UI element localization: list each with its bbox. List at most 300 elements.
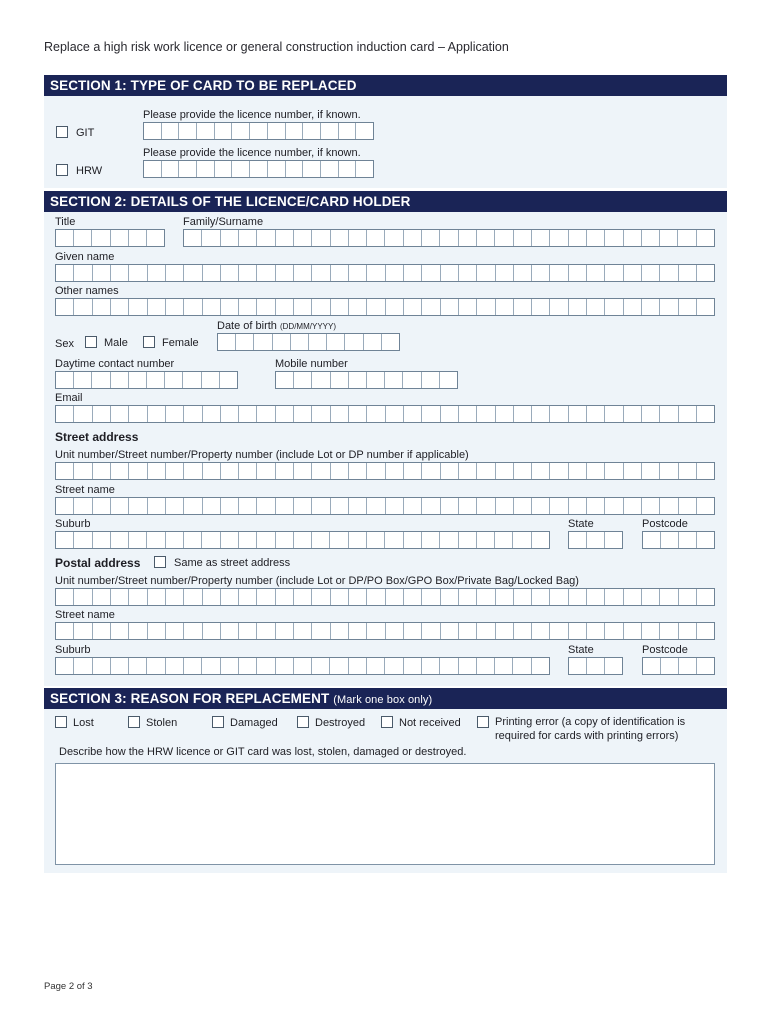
char-cell[interactable] xyxy=(276,265,294,281)
char-cell[interactable] xyxy=(532,498,550,514)
char-cell[interactable] xyxy=(276,406,294,422)
char-cell[interactable] xyxy=(56,463,74,479)
postal-street-name-field[interactable] xyxy=(55,622,715,640)
char-cell[interactable] xyxy=(404,532,422,548)
char-cell[interactable] xyxy=(422,265,440,281)
char-cell[interactable] xyxy=(257,463,275,479)
char-cell[interactable] xyxy=(294,299,312,315)
char-cell[interactable] xyxy=(257,658,275,674)
char-cell[interactable] xyxy=(569,230,587,246)
char-cell[interactable] xyxy=(221,532,239,548)
char-cell[interactable] xyxy=(203,265,221,281)
char-cell[interactable] xyxy=(403,372,421,388)
dob-field[interactable] xyxy=(217,333,400,351)
char-cell[interactable] xyxy=(239,589,257,605)
char-cell[interactable] xyxy=(111,498,129,514)
char-cell[interactable] xyxy=(385,372,403,388)
char-cell[interactable] xyxy=(276,463,294,479)
char-cell[interactable] xyxy=(349,265,367,281)
char-cell[interactable] xyxy=(697,589,714,605)
char-cell[interactable] xyxy=(624,463,642,479)
char-cell[interactable] xyxy=(166,463,184,479)
char-cell[interactable] xyxy=(93,658,111,674)
char-cell[interactable] xyxy=(679,265,697,281)
char-cell[interactable] xyxy=(550,463,568,479)
char-cell[interactable] xyxy=(495,532,513,548)
char-cell[interactable] xyxy=(144,161,162,177)
char-cell[interactable] xyxy=(385,658,403,674)
char-cell[interactable] xyxy=(286,161,304,177)
char-cell[interactable] xyxy=(550,299,568,315)
char-cell[interactable] xyxy=(404,589,422,605)
char-cell[interactable] xyxy=(294,589,312,605)
char-cell[interactable] xyxy=(459,230,477,246)
char-cell[interactable] xyxy=(642,623,660,639)
street-unit-field[interactable] xyxy=(55,462,715,480)
char-cell[interactable] xyxy=(532,532,549,548)
char-cell[interactable] xyxy=(294,265,312,281)
char-cell[interactable] xyxy=(330,532,348,548)
char-cell[interactable] xyxy=(203,299,221,315)
char-cell[interactable] xyxy=(550,498,568,514)
char-cell[interactable] xyxy=(349,589,367,605)
char-cell[interactable] xyxy=(294,372,312,388)
char-cell[interactable] xyxy=(382,334,399,350)
char-cell[interactable] xyxy=(144,123,162,139)
female-checkbox[interactable] xyxy=(143,336,155,348)
char-cell[interactable] xyxy=(660,623,678,639)
char-cell[interactable] xyxy=(660,230,678,246)
char-cell[interactable] xyxy=(477,532,495,548)
char-cell[interactable] xyxy=(129,623,147,639)
char-cell[interactable] xyxy=(129,265,147,281)
char-cell[interactable] xyxy=(441,589,459,605)
char-cell[interactable] xyxy=(250,123,268,139)
char-cell[interactable] xyxy=(367,623,385,639)
char-cell[interactable] xyxy=(56,589,74,605)
char-cell[interactable] xyxy=(679,498,697,514)
char-cell[interactable] xyxy=(477,658,495,674)
char-cell[interactable] xyxy=(268,123,286,139)
char-cell[interactable] xyxy=(129,589,147,605)
char-cell[interactable] xyxy=(184,658,202,674)
char-cell[interactable] xyxy=(257,230,275,246)
char-cell[interactable] xyxy=(587,299,605,315)
char-cell[interactable] xyxy=(496,265,514,281)
char-cell[interactable] xyxy=(697,406,714,422)
char-cell[interactable] xyxy=(239,406,257,422)
char-cell[interactable] xyxy=(312,265,330,281)
char-cell[interactable] xyxy=(312,230,330,246)
char-cell[interactable] xyxy=(221,463,239,479)
char-cell[interactable] xyxy=(184,265,202,281)
char-cell[interactable] xyxy=(643,532,661,548)
char-cell[interactable] xyxy=(422,589,440,605)
char-cell[interactable] xyxy=(569,265,587,281)
char-cell[interactable] xyxy=(532,406,550,422)
char-cell[interactable] xyxy=(660,299,678,315)
char-cell[interactable] xyxy=(459,299,477,315)
char-cell[interactable] xyxy=(250,161,268,177)
char-cell[interactable] xyxy=(93,265,111,281)
char-cell[interactable] xyxy=(477,498,495,514)
char-cell[interactable] xyxy=(587,230,605,246)
street-state-field[interactable] xyxy=(568,531,623,549)
char-cell[interactable] xyxy=(697,463,714,479)
char-cell[interactable] xyxy=(643,658,661,674)
char-cell[interactable] xyxy=(587,589,605,605)
char-cell[interactable] xyxy=(276,589,294,605)
char-cell[interactable] xyxy=(349,498,367,514)
char-cell[interactable] xyxy=(166,623,184,639)
char-cell[interactable] xyxy=(386,623,404,639)
char-cell[interactable] xyxy=(166,265,184,281)
reason-printing-error-checkbox[interactable] xyxy=(477,716,489,728)
reason-damaged-checkbox[interactable] xyxy=(212,716,224,728)
char-cell[interactable] xyxy=(197,123,215,139)
char-cell[interactable] xyxy=(459,623,477,639)
char-cell[interactable] xyxy=(166,532,184,548)
char-cell[interactable] xyxy=(257,623,275,639)
hrw-checkbox[interactable] xyxy=(56,164,68,176)
char-cell[interactable] xyxy=(404,498,422,514)
char-cell[interactable] xyxy=(239,230,257,246)
char-cell[interactable] xyxy=(203,406,221,422)
reason-lost-checkbox[interactable] xyxy=(55,716,67,728)
char-cell[interactable] xyxy=(496,299,514,315)
char-cell[interactable] xyxy=(459,658,477,674)
char-cell[interactable] xyxy=(56,406,74,422)
char-cell[interactable] xyxy=(514,230,532,246)
char-cell[interactable] xyxy=(367,265,385,281)
char-cell[interactable] xyxy=(148,299,166,315)
char-cell[interactable] xyxy=(440,372,457,388)
char-cell[interactable] xyxy=(111,658,129,674)
char-cell[interactable] xyxy=(111,406,129,422)
char-cell[interactable] xyxy=(56,265,74,281)
char-cell[interactable] xyxy=(203,463,221,479)
char-cell[interactable] xyxy=(215,123,233,139)
char-cell[interactable] xyxy=(459,532,477,548)
char-cell[interactable] xyxy=(111,623,129,639)
char-cell[interactable] xyxy=(441,406,459,422)
char-cell[interactable] xyxy=(312,658,330,674)
git-licence-number-field[interactable] xyxy=(143,122,374,140)
char-cell[interactable] xyxy=(349,406,367,422)
char-cell[interactable] xyxy=(74,265,92,281)
surname-field[interactable] xyxy=(183,229,715,247)
street-name-field[interactable] xyxy=(55,497,715,515)
email-field[interactable] xyxy=(55,405,715,423)
char-cell[interactable] xyxy=(257,299,275,315)
char-cell[interactable] xyxy=(459,406,477,422)
char-cell[interactable] xyxy=(514,623,532,639)
char-cell[interactable] xyxy=(74,463,92,479)
char-cell[interactable] xyxy=(496,498,514,514)
char-cell[interactable] xyxy=(364,334,382,350)
reason-destroyed-checkbox[interactable] xyxy=(297,716,309,728)
char-cell[interactable] xyxy=(254,334,272,350)
char-cell[interactable] xyxy=(184,623,202,639)
char-cell[interactable] xyxy=(184,532,202,548)
char-cell[interactable] xyxy=(422,658,440,674)
char-cell[interactable] xyxy=(569,299,587,315)
char-cell[interactable] xyxy=(660,463,678,479)
char-cell[interactable] xyxy=(496,406,514,422)
street-suburb-field[interactable] xyxy=(55,531,550,549)
char-cell[interactable] xyxy=(257,406,275,422)
char-cell[interactable] xyxy=(679,658,697,674)
char-cell[interactable] xyxy=(312,372,330,388)
char-cell[interactable] xyxy=(257,498,275,514)
char-cell[interactable] xyxy=(294,406,312,422)
char-cell[interactable] xyxy=(331,230,349,246)
char-cell[interactable] xyxy=(367,406,385,422)
char-cell[interactable] xyxy=(495,230,513,246)
char-cell[interactable] xyxy=(386,498,404,514)
char-cell[interactable] xyxy=(330,658,348,674)
char-cell[interactable] xyxy=(678,230,696,246)
char-cell[interactable] xyxy=(291,334,309,350)
char-cell[interactable] xyxy=(605,265,623,281)
char-cell[interactable] xyxy=(569,406,587,422)
char-cell[interactable] xyxy=(569,498,587,514)
char-cell[interactable] xyxy=(459,498,477,514)
char-cell[interactable] xyxy=(386,265,404,281)
char-cell[interactable] xyxy=(56,230,74,246)
char-cell[interactable] xyxy=(587,463,605,479)
char-cell[interactable] xyxy=(496,589,514,605)
char-cell[interactable] xyxy=(147,372,165,388)
char-cell[interactable] xyxy=(294,498,312,514)
char-cell[interactable] xyxy=(220,372,237,388)
char-cell[interactable] xyxy=(93,532,111,548)
char-cell[interactable] xyxy=(162,123,180,139)
char-cell[interactable] xyxy=(276,498,294,514)
char-cell[interactable] xyxy=(605,406,623,422)
char-cell[interactable] xyxy=(203,623,221,639)
char-cell[interactable] xyxy=(404,463,422,479)
char-cell[interactable] xyxy=(569,532,587,548)
char-cell[interactable] xyxy=(349,372,367,388)
char-cell[interactable] xyxy=(321,161,339,177)
char-cell[interactable] xyxy=(532,658,549,674)
char-cell[interactable] xyxy=(605,623,623,639)
char-cell[interactable] xyxy=(148,406,166,422)
char-cell[interactable] xyxy=(221,406,239,422)
char-cell[interactable] xyxy=(166,299,184,315)
char-cell[interactable] xyxy=(129,532,147,548)
char-cell[interactable] xyxy=(697,623,714,639)
char-cell[interactable] xyxy=(441,265,459,281)
char-cell[interactable] xyxy=(203,498,221,514)
char-cell[interactable] xyxy=(569,623,587,639)
char-cell[interactable] xyxy=(349,658,367,674)
char-cell[interactable] xyxy=(93,299,111,315)
char-cell[interactable] xyxy=(184,463,202,479)
char-cell[interactable] xyxy=(477,623,495,639)
char-cell[interactable] xyxy=(147,230,164,246)
char-cell[interactable] xyxy=(514,406,532,422)
char-cell[interactable] xyxy=(697,265,714,281)
char-cell[interactable] xyxy=(184,498,202,514)
char-cell[interactable] xyxy=(239,463,257,479)
char-cell[interactable] xyxy=(367,498,385,514)
char-cell[interactable] xyxy=(550,265,568,281)
phone-field[interactable] xyxy=(55,371,238,389)
char-cell[interactable] xyxy=(605,230,623,246)
char-cell[interactable] xyxy=(215,161,233,177)
char-cell[interactable] xyxy=(276,372,294,388)
char-cell[interactable] xyxy=(587,532,605,548)
char-cell[interactable] xyxy=(166,498,184,514)
char-cell[interactable] xyxy=(477,406,495,422)
char-cell[interactable] xyxy=(129,230,147,246)
char-cell[interactable] xyxy=(660,406,678,422)
char-cell[interactable] xyxy=(294,532,312,548)
char-cell[interactable] xyxy=(148,265,166,281)
char-cell[interactable] xyxy=(129,299,147,315)
char-cell[interactable] xyxy=(221,498,239,514)
char-cell[interactable] xyxy=(331,406,349,422)
char-cell[interactable] xyxy=(202,230,220,246)
char-cell[interactable] xyxy=(111,589,129,605)
char-cell[interactable] xyxy=(257,589,275,605)
char-cell[interactable] xyxy=(514,265,532,281)
char-cell[interactable] xyxy=(339,123,357,139)
char-cell[interactable] xyxy=(331,463,349,479)
char-cell[interactable] xyxy=(367,299,385,315)
char-cell[interactable] xyxy=(184,589,202,605)
char-cell[interactable] xyxy=(202,532,220,548)
char-cell[interactable] xyxy=(349,463,367,479)
char-cell[interactable] xyxy=(550,230,568,246)
char-cell[interactable] xyxy=(111,463,129,479)
char-cell[interactable] xyxy=(532,463,550,479)
char-cell[interactable] xyxy=(642,463,660,479)
char-cell[interactable] xyxy=(309,334,327,350)
char-cell[interactable] xyxy=(679,463,697,479)
char-cell[interactable] xyxy=(642,230,660,246)
char-cell[interactable] xyxy=(276,299,294,315)
char-cell[interactable] xyxy=(356,123,373,139)
char-cell[interactable] xyxy=(239,299,257,315)
char-cell[interactable] xyxy=(404,230,422,246)
char-cell[interactable] xyxy=(56,658,74,674)
reason-not-received-checkbox[interactable] xyxy=(381,716,393,728)
char-cell[interactable] xyxy=(276,532,294,548)
char-cell[interactable] xyxy=(197,161,215,177)
char-cell[interactable] xyxy=(276,230,294,246)
char-cell[interactable] xyxy=(56,372,74,388)
char-cell[interactable] xyxy=(56,299,74,315)
char-cell[interactable] xyxy=(268,161,286,177)
char-cell[interactable] xyxy=(236,334,254,350)
char-cell[interactable] xyxy=(514,463,532,479)
char-cell[interactable] xyxy=(349,532,367,548)
char-cell[interactable] xyxy=(312,463,330,479)
char-cell[interactable] xyxy=(642,265,660,281)
char-cell[interactable] xyxy=(221,230,239,246)
char-cell[interactable] xyxy=(404,623,422,639)
char-cell[interactable] xyxy=(440,658,458,674)
char-cell[interactable] xyxy=(331,372,349,388)
char-cell[interactable] xyxy=(331,589,349,605)
char-cell[interactable] xyxy=(74,406,92,422)
char-cell[interactable] xyxy=(385,230,403,246)
char-cell[interactable] xyxy=(550,406,568,422)
char-cell[interactable] xyxy=(477,463,495,479)
char-cell[interactable] xyxy=(550,623,568,639)
char-cell[interactable] xyxy=(111,532,129,548)
char-cell[interactable] xyxy=(273,334,291,350)
char-cell[interactable] xyxy=(218,334,236,350)
char-cell[interactable] xyxy=(367,230,385,246)
char-cell[interactable] xyxy=(660,589,678,605)
char-cell[interactable] xyxy=(221,623,239,639)
char-cell[interactable] xyxy=(587,623,605,639)
char-cell[interactable] xyxy=(514,299,532,315)
char-cell[interactable] xyxy=(312,589,330,605)
char-cell[interactable] xyxy=(660,498,678,514)
char-cell[interactable] xyxy=(276,658,294,674)
char-cell[interactable] xyxy=(532,589,550,605)
char-cell[interactable] xyxy=(111,265,129,281)
char-cell[interactable] xyxy=(404,406,422,422)
char-cell[interactable] xyxy=(661,532,679,548)
char-cell[interactable] xyxy=(239,623,257,639)
char-cell[interactable] xyxy=(257,532,275,548)
char-cell[interactable] xyxy=(440,532,458,548)
char-cell[interactable] xyxy=(349,623,367,639)
char-cell[interactable] xyxy=(532,299,550,315)
char-cell[interactable] xyxy=(513,532,531,548)
char-cell[interactable] xyxy=(148,498,166,514)
char-cell[interactable] xyxy=(459,265,477,281)
char-cell[interactable] xyxy=(660,265,678,281)
char-cell[interactable] xyxy=(294,623,312,639)
char-cell[interactable] xyxy=(312,498,330,514)
char-cell[interactable] xyxy=(93,406,111,422)
char-cell[interactable] xyxy=(239,658,257,674)
postal-postcode-field[interactable] xyxy=(642,657,715,675)
char-cell[interactable] xyxy=(56,623,74,639)
char-cell[interactable] xyxy=(605,658,622,674)
char-cell[interactable] xyxy=(404,299,422,315)
char-cell[interactable] xyxy=(587,658,605,674)
char-cell[interactable] xyxy=(624,623,642,639)
male-checkbox[interactable] xyxy=(85,336,97,348)
char-cell[interactable] xyxy=(111,299,129,315)
char-cell[interactable] xyxy=(74,532,92,548)
reason-stolen-checkbox[interactable] xyxy=(128,716,140,728)
char-cell[interactable] xyxy=(56,532,74,548)
char-cell[interactable] xyxy=(179,123,197,139)
char-cell[interactable] xyxy=(550,589,568,605)
char-cell[interactable] xyxy=(327,334,345,350)
char-cell[interactable] xyxy=(93,589,111,605)
char-cell[interactable] xyxy=(697,658,714,674)
char-cell[interactable] xyxy=(148,463,166,479)
char-cell[interactable] xyxy=(477,230,495,246)
given-name-field[interactable] xyxy=(55,264,715,282)
char-cell[interactable] xyxy=(148,589,166,605)
char-cell[interactable] xyxy=(345,334,363,350)
char-cell[interactable] xyxy=(74,589,92,605)
char-cell[interactable] xyxy=(349,230,367,246)
char-cell[interactable] xyxy=(232,123,250,139)
char-cell[interactable] xyxy=(183,372,201,388)
